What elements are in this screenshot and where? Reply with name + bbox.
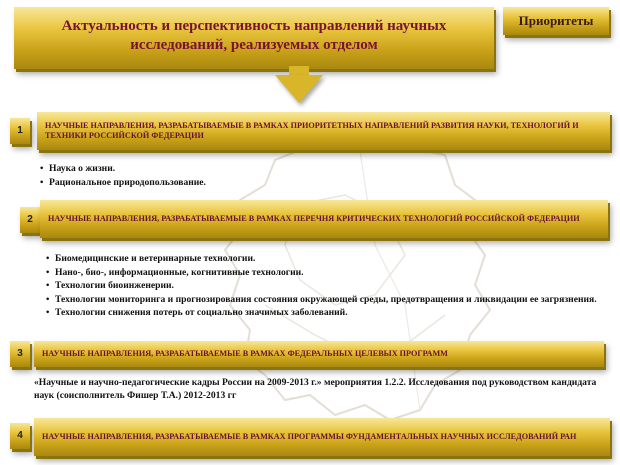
list-item: • Технологии мониторинга и прогнозирования состояния окружающей среды, предотвращения и ликвидации ее загрязнения. bbox=[46, 293, 597, 305]
title-banner bbox=[14, 7, 494, 69]
section-3-paragraph: «Научные и научно-педагогические кадры России на 2009-2013 г.» мероприятия 1.2.2. Исследования под руководством кандидата наук (соисполнитель Фишер Т.А.) 2012-2013 гг bbox=[34, 377, 597, 401]
section-3-heading: НАУЧНЫЕ НАПРАВЛЕНИЯ, РАЗРАБАТЫВАЕМЫЕ В РАМКАХ ФЕДЕРАЛЬНЫХ ЦЕЛЕВЫХ ПРОГРАММ bbox=[42, 349, 448, 358]
priorities-box bbox=[503, 7, 609, 35]
section-3-number: 3 bbox=[10, 341, 30, 367]
section-4-heading-bar bbox=[34, 418, 610, 456]
priorities-label: Приоритеты bbox=[518, 13, 594, 28]
section-1-number: 1 bbox=[10, 118, 30, 144]
list-item: • Наука о жизни. bbox=[40, 163, 116, 174]
section-3-heading-bar bbox=[34, 341, 604, 367]
section-1-heading: НАУЧНЫЕ НАПРАВЛЕНИЯ, РАЗРАБАТЫВАЕМЫЕ В РАМКАХ ПРИОРИТЕТНЫХ НАПРАВЛЕНИЙ РАЗВИТИЯ НАУКИ, ТЕХНОЛОГИЙ И ТЕХНИКИ РОССИЙСКОЙ ФЕДЕРАЦИИ bbox=[45, 121, 579, 140]
section-1-list bbox=[40, 162, 600, 189]
list-item: • Рациональное природопользование. bbox=[40, 176, 206, 188]
section-4-heading: НАУЧНЫЕ НАПРАВЛЕНИЯ, РАЗРАБАТЫВАЕМЫЕ В РАМКАХ ПРОГРАММЫ ФУНДАМЕНТАЛЬНЫХ НАУЧНЫХ ИССЛЕДОВАНИЙ РАН bbox=[42, 432, 577, 441]
list-item: • Технологии снижения потерь от социально значимых заболеваний. bbox=[46, 307, 348, 319]
down-arrow-icon bbox=[275, 75, 323, 103]
section-4-number: 4 bbox=[10, 423, 30, 449]
list-item: • Нано-, био-, информационные, когнитивные технологии. bbox=[46, 266, 304, 278]
list-item: • Технологии биоинженерии. bbox=[46, 280, 174, 292]
page-title: Актуальность и перспективность направлений научных исследований, реализуемых отделом bbox=[61, 18, 447, 53]
section-2-number: 2 bbox=[20, 207, 40, 233]
section-2-list bbox=[46, 252, 608, 320]
list-item: • Биомедицинские и ветеринарные технологии. bbox=[46, 253, 256, 264]
section-1-heading-bar bbox=[37, 112, 610, 150]
section-2-heading: НАУЧНЫЕ НАПРАВЛЕНИЯ, РАЗРАБАТЫВАЕМЫЕ В РАМКАХ ПЕРЕЧНЯ КРИТИЧЕСКИХ ТЕХНОЛОГИЙ РОССИЙСКОЙ ФЕДЕРАЦИИ bbox=[48, 214, 580, 223]
section-2-heading-bar bbox=[40, 200, 608, 238]
